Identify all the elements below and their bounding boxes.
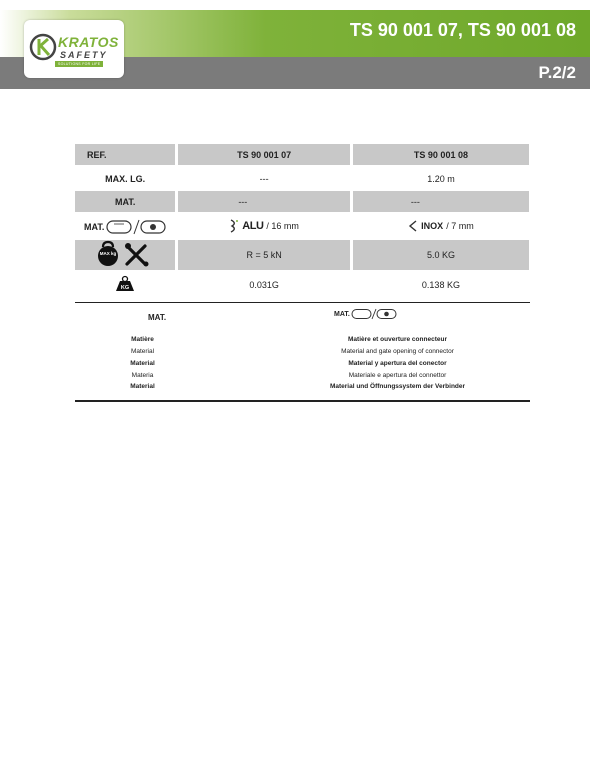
mat-connector-col1-material: ALU <box>242 220 264 232</box>
document-title: TS 90 001 07, TS 90 001 08 <box>349 20 576 40</box>
page-number: P.2/2 <box>538 63 576 82</box>
mat-connector-col1 <box>175 214 350 240</box>
legend-row-fr-right: Matière et ouverture connecteur <box>348 336 447 343</box>
mat-connector-col2 <box>350 214 529 240</box>
legend-row-en-left: Material <box>130 348 155 355</box>
stainless-steel-icon <box>408 220 418 232</box>
kratos-logo <box>24 20 124 78</box>
max-lg-col2: 1.20 m <box>350 167 529 191</box>
max-lg-col1: --- <box>175 167 350 191</box>
legend-row-de-left: Material <box>130 383 155 390</box>
legend-row-de-right: Material und Öffnungssystem der Verbinder <box>329 383 466 390</box>
ref-col2: TS 90 001 08 <box>350 144 529 165</box>
legend-head-left: MAT. <box>148 313 167 322</box>
ref-col1: TS 90 001 07 <box>175 144 350 165</box>
mat-connector-col1-size: / 16 mm <box>266 221 299 231</box>
table-row-max-lg <box>75 167 529 191</box>
kratos-k-emblem-icon <box>29 30 57 64</box>
logo-brand-text: KRATOS <box>58 34 119 50</box>
max-load-kettlebell-and-tools-icon <box>95 240 155 268</box>
aluminium-icon <box>229 219 239 233</box>
weight-icon-text: KG <box>121 285 130 291</box>
logo-tagline: SOLUTIONS FOR LIFE <box>55 61 103 67</box>
logo-sub-text: SAFETY <box>60 50 108 60</box>
max-lg-label: MAX. LG. <box>105 174 146 184</box>
legend-bottom-rule <box>75 400 530 402</box>
table-row-strength <box>75 240 529 270</box>
mat-label: MAT. <box>75 191 175 212</box>
ref-label: REF. <box>75 144 175 165</box>
legend-row-fr-left: Matière <box>131 336 154 343</box>
legend-head-right-label: MAT. <box>334 310 350 318</box>
weight-col1: 0.031G <box>175 270 350 300</box>
weight-icon-cell <box>75 270 175 300</box>
weight-col2: 0.138 KG <box>350 270 529 300</box>
legend-row-es-right: Material y apertura del conector <box>348 360 447 367</box>
mat-connector-label-cell <box>75 214 175 240</box>
legend-row-es-left: Material <box>130 360 155 367</box>
table-row-mat <box>75 191 529 212</box>
weight-kg-icon <box>114 275 136 293</box>
carabiner-gate-small-icon <box>351 308 397 320</box>
legend-row-en-right: Material and gate opening of connector <box>341 348 454 355</box>
table-row-ref <box>75 144 529 165</box>
mat-connector-col2-material: INOX <box>421 221 444 231</box>
legend-head-right <box>334 308 397 320</box>
mat-col2: --- <box>350 191 529 212</box>
legend-row-it-right: Materiale e apertura del connettor <box>348 372 447 379</box>
table-row-weight <box>75 270 529 300</box>
strength-col2: 5.0 KG <box>350 240 529 270</box>
legend-row-it-left: Materia <box>131 372 154 379</box>
mat-connector-label: MAT. <box>83 222 105 232</box>
strength-icon-text: MAX kg <box>99 251 117 256</box>
mat-connector-col2-size: / 7 mm <box>446 221 474 231</box>
table-row-mat-connector <box>75 214 529 240</box>
strength-icon-cell <box>75 240 175 270</box>
mat-col1: --- <box>175 191 350 212</box>
strength-col1: R = 5 kN <box>175 240 350 270</box>
carabiner-gate-icon <box>106 219 166 235</box>
legend-top-rule <box>75 302 530 303</box>
spec-table <box>75 144 529 300</box>
